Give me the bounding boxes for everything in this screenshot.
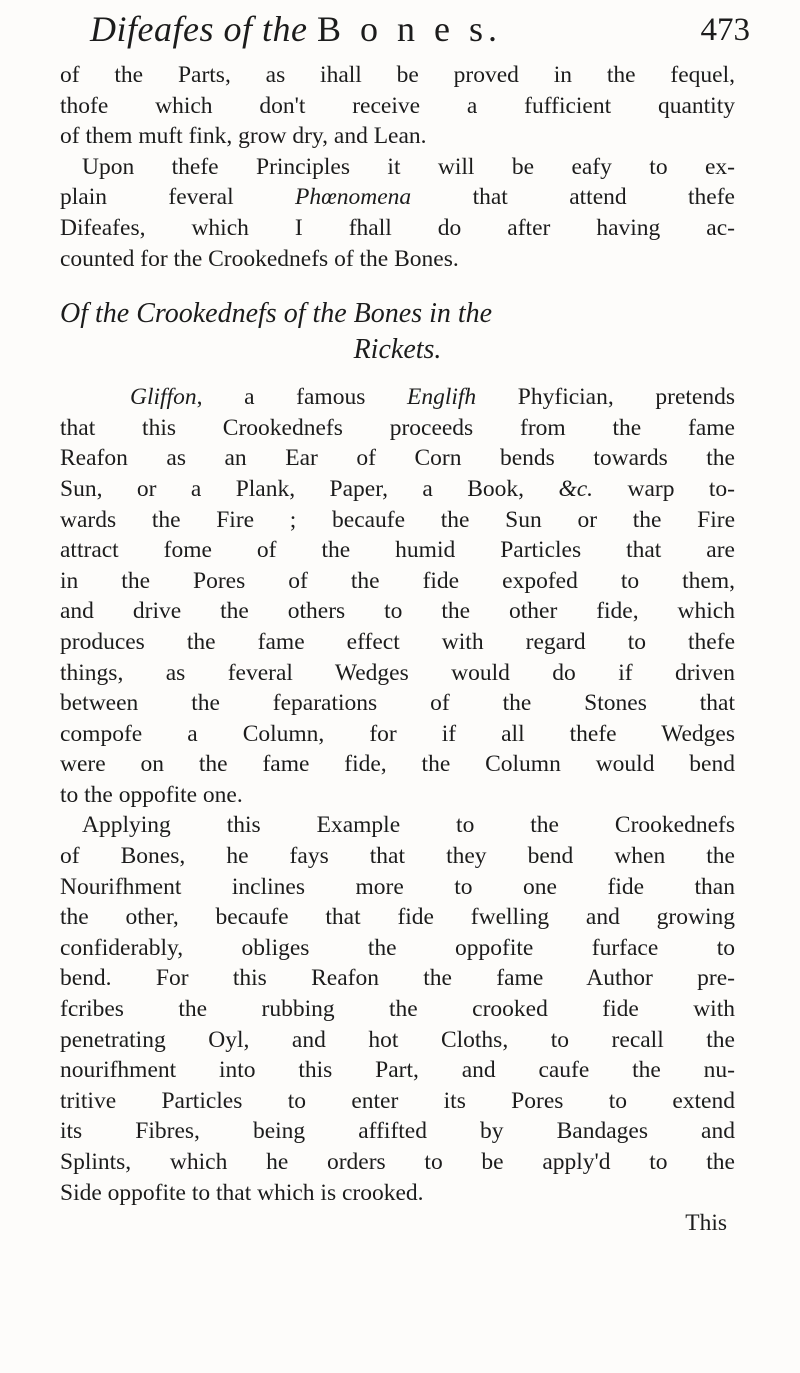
- body-text: [60, 60, 735, 1239]
- text-line: Nourifhment inclines more to one fide than: [60, 873, 735, 900]
- running-head: [90, 8, 750, 58]
- catchword: This: [685, 1210, 727, 1237]
- text-line: that this Crookednefs proceeds from the fame: [60, 414, 735, 441]
- text-line: compofe a Column, for if all thefe Wedges: [60, 720, 735, 747]
- text-span: Phyfician, pretends: [476, 384, 735, 411]
- text-line: between the feparations of the Stones that: [60, 690, 735, 717]
- text-line: Upon thefe Principles it will be eafy to ex-: [82, 153, 735, 180]
- italic-term: Englifh: [406, 384, 477, 411]
- text-span: , a famous: [196, 384, 407, 411]
- text-line: the other, becaufe that fide fwelling and growing: [60, 904, 735, 931]
- running-title-italic: Difeafes of the: [90, 9, 308, 49]
- text-span: Sun, or a Plank, Paper, a Book,: [60, 475, 559, 502]
- text-line: of the Parts, as ihall be proved in the fequel,: [60, 62, 735, 88]
- text-line: thofe which don't receive a fufficient quantity: [60, 92, 735, 119]
- italic-term: &c.: [558, 475, 594, 502]
- text-line: [60, 382, 735, 413]
- text-line: penetrating Oyl, and hot Cloths, to recall the: [60, 1026, 735, 1053]
- running-title-caps: B o n e s.: [316, 9, 502, 49]
- running-title: [90, 8, 502, 50]
- text-line: Applying this Example to the Crookednefs: [82, 812, 735, 839]
- text-line: to the oppofite one.: [60, 781, 243, 808]
- text-line: and drive the others to the other fide, which: [60, 598, 735, 625]
- text-line: its Fibres, being affifted by Bandages and: [60, 1118, 735, 1145]
- page-number: 473: [700, 12, 750, 48]
- text-line: Splints, which he orders to be apply'd to the: [60, 1149, 735, 1175]
- section-heading-line-1: Of the Crookednefs of the Bones in the: [60, 298, 493, 330]
- text-line: bend. For this Reafon the fame Author pre-: [60, 965, 735, 992]
- text-line: of them muft fink, grow dry, and Lean.: [60, 123, 427, 150]
- text-line: things, as feveral Wedges would do if driven: [60, 659, 735, 686]
- text-span: warp to-: [593, 475, 735, 502]
- text-line: attract fome of the humid Particles that are: [60, 537, 735, 564]
- text-line: Reafon as an Ear of Corn bends towards the: [60, 445, 735, 472]
- text-line: Difeafes, which I fhall do after having ac-: [60, 214, 735, 241]
- text-line: Side oppofite to that which is crooked.: [60, 1179, 424, 1206]
- text-line: [60, 474, 735, 505]
- text-line: tritive Particles to enter its Pores to extend: [60, 1087, 735, 1114]
- text-line: counted for the Crookednefs of the Bones.: [60, 245, 459, 272]
- text-line: in the Pores of the fide expofed to them,: [60, 567, 735, 594]
- text-line: nourifhment into this Part, and caufe the nu-: [60, 1057, 735, 1084]
- italic-term: Phœnomena: [295, 184, 412, 211]
- section-heading-line-2: Rickets.: [353, 334, 442, 366]
- text-line: of Bones, he fays that they bend when the: [60, 843, 735, 870]
- text-line: wards the Fire ; becaufe the Sun or the Fire: [60, 506, 735, 533]
- text-span: that attend thefe: [411, 184, 735, 211]
- text-line: [60, 182, 735, 213]
- italic-name: Gliffon: [130, 384, 197, 411]
- text-line: were on the fame fide, the Column would bend: [60, 751, 735, 778]
- text-line: produces the fame effect with regard to thefe: [60, 628, 735, 655]
- text-line: confiderably, obliges the oppofite furface to: [60, 934, 735, 961]
- text-line: fcribes the rubbing the crooked fide with: [60, 996, 735, 1023]
- text-span: plain feveral: [60, 184, 295, 211]
